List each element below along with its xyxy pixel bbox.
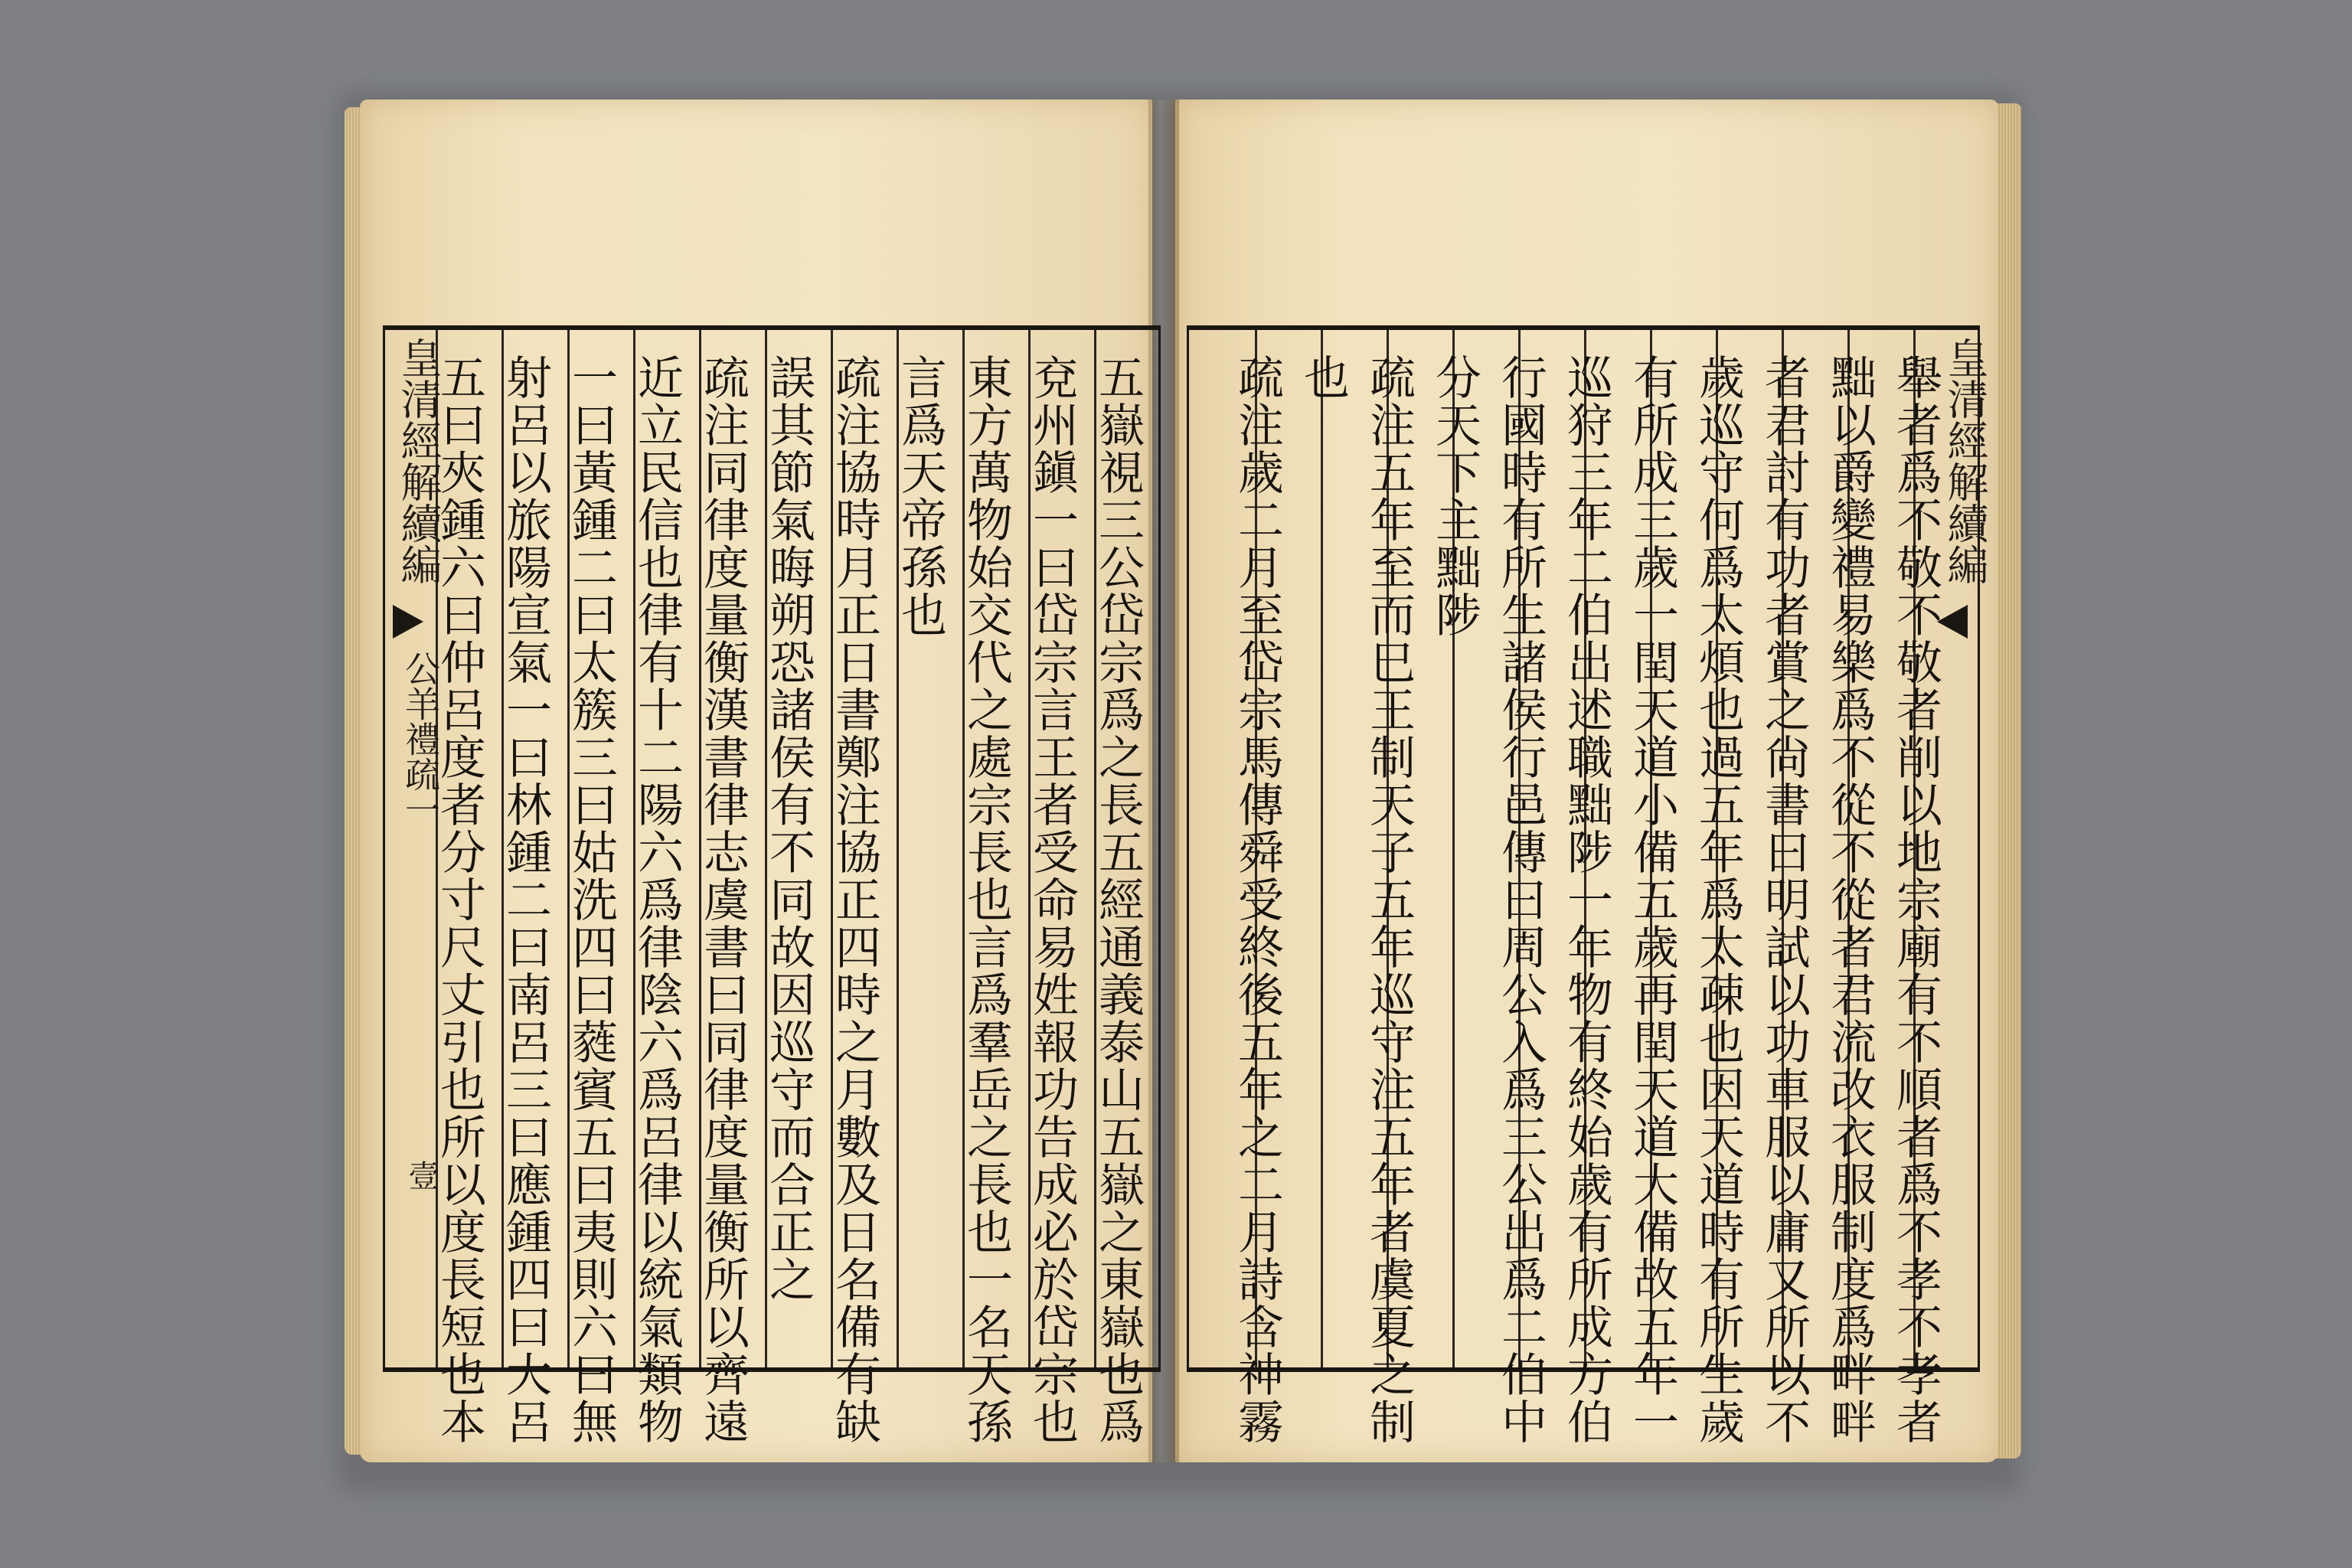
left-text-column: 誤其節氣晦朔恐諸侯有不同故因巡守而合正之 [762, 354, 815, 1303]
right-text-column: 者君討有功者賞之尙書曰明試以功車服以庸又所以不 [1757, 354, 1811, 1446]
left-text-column: 五曰夾鍾六曰仲呂度者分寸尺丈引也所以度長短也本 [433, 354, 486, 1446]
left-fishtail-mark [393, 605, 423, 639]
right-text-column: 疏注五年至而巳王制天子五年巡守注五年者虞夏之制 [1362, 354, 1416, 1446]
left-text-column: 言爲天帝孫也 [893, 354, 947, 639]
right-text-column: 分天下主黜陟 [1428, 354, 1481, 639]
left-text-column: 一曰黃鍾二曰太簇三曰姑洗四曰蕤賓五曰夷則六曰無 [564, 354, 618, 1446]
left-leaf-number: 壹 [403, 1160, 439, 1191]
right-text-column: 有所成三歲一閏天道小備五歲再閏天道大備故五年一 [1625, 354, 1679, 1446]
left-running-title: 皇清經解續編 [394, 337, 443, 585]
right-running-title: 皇清經解續編 [1941, 337, 1989, 585]
right-text-column: 舉者爲不敬不敬者削以地宗廟有不順者爲不孝不孝者 [1889, 354, 1942, 1446]
left-text-column: 疏注協時月正日書鄭注協正四時之月數及日名備有缺 [828, 354, 881, 1446]
right-text-column: 歲巡守何爲太煩也過五年爲太疎也因天道時有所生歲 [1691, 354, 1745, 1446]
left-text-column: 兗州鎭一曰岱宗言王者受命易姓報功告成必於岱宗也 [1025, 354, 1079, 1446]
left-text-column: 東方萬物始交代之處宗長也言爲羣岳之長也一名天孫 [959, 354, 1013, 1446]
right-text-column: 疏注歲二月至岱宗馬傳舜受終後五年之二月詩含神霧 [1230, 354, 1284, 1446]
left-text-column: 疏注同律度量衡漢書律志虞書曰同律度量衡所以齊遠 [696, 354, 750, 1446]
left-section-label: 公羊禮疏一 [400, 651, 441, 827]
left-text-column: 近立民信也律有十二陽六爲律陰六爲呂律以統氣類物 [630, 354, 684, 1446]
left-text-column: 五嶽視三公岱宗爲之長五經通義泰山五嶽之東嶽也爲 [1091, 354, 1145, 1446]
right-text-column: 也 [1296, 354, 1350, 401]
right-text-column: 巡狩三年二伯出述職黜陟一年物有終始歲有所成方伯 [1560, 354, 1613, 1446]
right-text-column: 行國時有所生諸侯行邑傳曰周公入爲三公出爲二伯中 [1494, 354, 1547, 1446]
left-text-column: 射呂以旅陽宣氣一曰林鍾二曰南呂三曰應鍾四曰大呂 [498, 354, 552, 1446]
right-text-column: 黜以爵變禮易樂爲不從不從者君流改衣服制度爲畔畔 [1823, 354, 1877, 1446]
